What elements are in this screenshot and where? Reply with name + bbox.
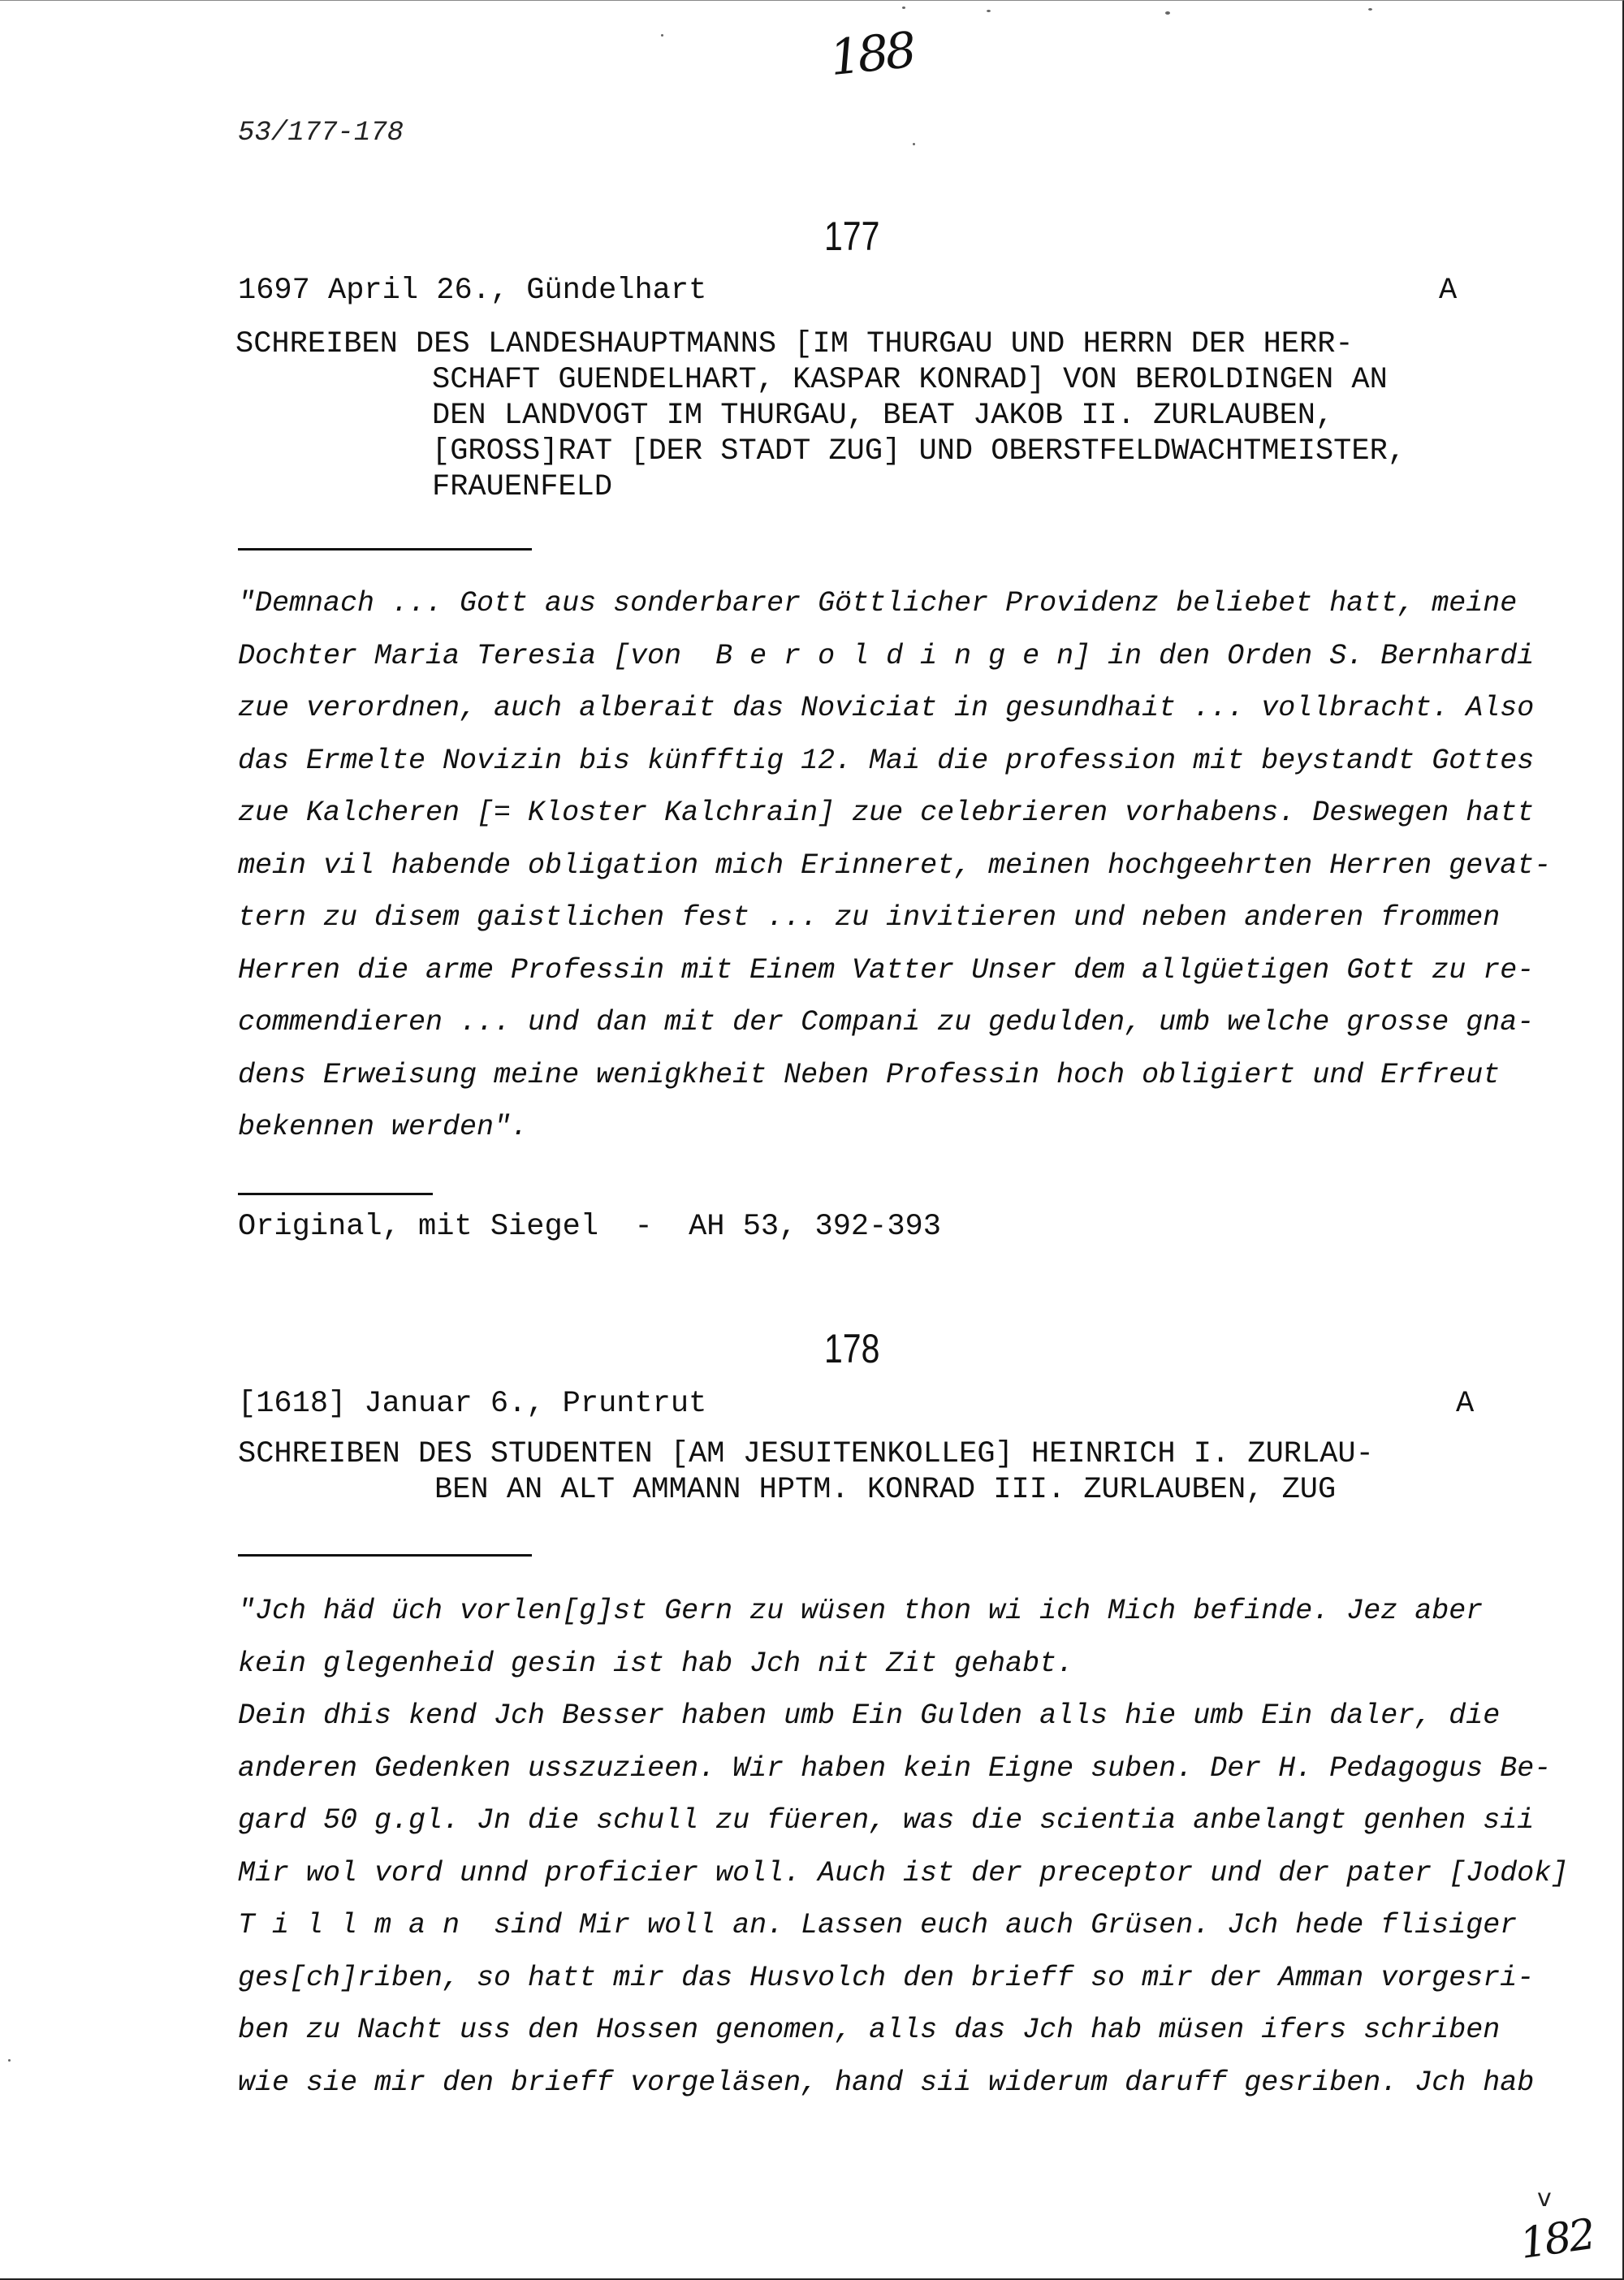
quote-line: dens Erweisung meine wenigkheit Neben Professin hoch obligiert und Erfreut — [238, 1058, 1501, 1091]
title-line: SCHREIBEN DES STUDENTEN [AM JESUITENKOLLEG] HEINRICH I. ZURLAU- — [238, 1437, 1374, 1471]
title-line: [GROSS]RAT [DER STADT ZUG] UND OBERSTFELDWACHTMEISTER, — [432, 434, 1406, 469]
document-title — [235, 326, 1406, 505]
handwritten-folio-number: 188 — [827, 21, 916, 88]
title-line: BEN AN ALT AMMANN HPTM. KONRAD III. ZURLAUBEN, ZUG — [434, 1473, 1337, 1507]
reference-number: 53/177-178 — [238, 118, 404, 149]
quote-line: Herren die arme Professin mit Einem Vatter Unser dem allgüetigen Gott zu re- — [238, 953, 1535, 987]
quote-line: tern zu disem gaistlichen fest ... zu invitieren und neben anderen frommen — [238, 901, 1501, 934]
scan-speck — [661, 34, 663, 37]
tradition-letter: A — [1439, 274, 1458, 308]
scan-speck — [987, 10, 991, 12]
scan-speck — [8, 2059, 11, 2062]
document-number: 178 — [824, 1326, 880, 1371]
quote-line: ben zu Nacht uss den Hossen genomen, alls das Jch hab müsen ifers schriben — [238, 2014, 1501, 2046]
quote-line: anderen Gedenken usszuzieen. Wir haben kein Eigne suben. Der H. Pedagogus Be- — [238, 1751, 1552, 1785]
dateline: 1697 April 26., Gündelhart — [238, 274, 707, 308]
quote-line: bekennen werden". — [238, 1111, 529, 1143]
quote-line: Dochter Maria Teresia [von B e r o l d i n g e n] in den Orden S. Bernhardi — [238, 639, 1535, 672]
scan-speck — [1165, 11, 1170, 15]
quote-line: mein vil habende obligation mich Erinneret, meinen hochgeehrten Herren gevat- — [238, 849, 1552, 882]
check-mark: v — [1537, 2184, 1552, 2213]
quote-line: Mir wol vord unnd proficier woll. Auch ist der preceptor und der pater [Jodok] — [238, 1856, 1569, 1889]
quote-line: zue Kalcheren [= Kloster Kalchrain] zue celebrieren vorhabens. Deswegen hatt — [238, 797, 1535, 829]
quoted-text — [238, 577, 1551, 1154]
dateline: [1618] Januar 6., Pruntrut — [238, 1387, 707, 1421]
title-line: FRAUENFELD — [432, 470, 613, 504]
quoted-text — [238, 1585, 1568, 2109]
quote-line: gard 50 g.gl. Jn die schull zu füeren, was die scientia anbelangt genhen sii — [238, 1804, 1535, 1837]
title-line: DEN LANDVOGT IM THURGAU, BEAT JAKOB II. ZURLAUBEN, — [432, 399, 1334, 433]
quote-line: ges[ch]riben, so hatt mir das Husvolch den brieff so mir der Amman vorgesri- — [238, 1961, 1535, 1994]
document-title — [238, 1436, 1374, 1508]
quote-line: zue verordnen, auch alberait das Noviciat in gesundhait ... vollbracht. Also — [238, 692, 1535, 724]
handwritten-folio-number: 182 — [1517, 2210, 1597, 2269]
scan-speck — [913, 143, 915, 145]
quote-line: Dein dhis kend Jch Besser haben umb Ein Gulden alls hie umb Ein daler, die — [238, 1699, 1501, 1732]
document-number: 177 — [824, 214, 880, 259]
quote-line: das Ermelte Novizin bis künfftig 12. Mai die profession mit beystandt Gottes — [238, 744, 1535, 777]
quote-line: wie sie mir den brieff vorgeläsen, hand sii widerum daruff gesriben. Jch hab — [238, 2066, 1535, 2099]
title-line: SCHREIBEN DES LANDESHAUPTMANNS [IM THURGAU UND HERRN DER HERR- — [235, 327, 1354, 361]
title-line: SCHAFT GUENDELHART, KASPAR KONRAD] VON BEROLDINGEN AN — [432, 363, 1388, 397]
tradition-letter: A — [1456, 1387, 1475, 1421]
separator-rule — [238, 1554, 532, 1557]
quote-line: commendieren ... und dan mit der Compani zu gedulden, umb welche grosse gna- — [238, 1006, 1535, 1039]
quote-line: kein glegenheid gesin ist hab Jch nit Zit gehabt. — [238, 1647, 1074, 1680]
separator-rule — [238, 1193, 433, 1195]
separator-rule — [238, 548, 532, 551]
quote-line: "Demnach ... Gott aus sonderbarer Göttlicher Providenz beliebet hatt, meine — [238, 587, 1518, 620]
source-note: Original, mit Siegel - AH 53, 392-393 — [238, 1210, 941, 1244]
scan-speck — [1368, 8, 1372, 11]
quote-line: T i l l m a n sind Mir woll an. Lassen euch auch Grüsen. Jch hede flisiger — [238, 1909, 1518, 1941]
scan-speck — [902, 6, 905, 9]
quote-line: "Jch häd üch vorlen[g]st Gern zu wüsen thon wi ich Mich befinde. Jez aber — [238, 1595, 1484, 1627]
